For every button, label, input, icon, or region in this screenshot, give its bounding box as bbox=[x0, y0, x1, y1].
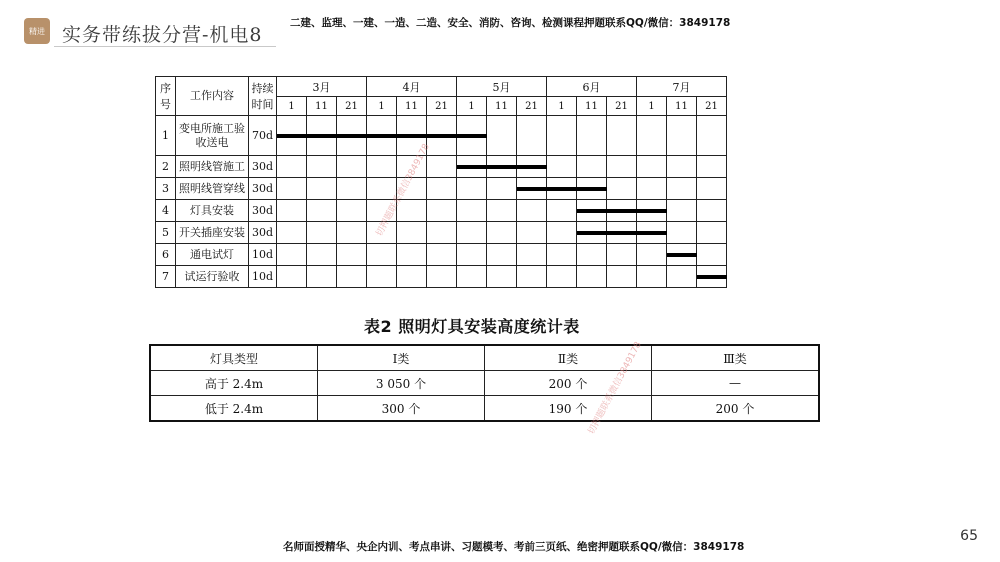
timeline-cell bbox=[427, 222, 457, 244]
task-name: 试运行验收 bbox=[176, 266, 249, 288]
header-day: 1 bbox=[367, 97, 397, 116]
timeline-cell bbox=[547, 200, 577, 222]
timeline-cell bbox=[607, 222, 637, 244]
task-name: 开关插座安装 bbox=[176, 222, 249, 244]
top-banner: 二建、监理、一建、一造、二造、安全、消防、咨询、检测课程押题联系QQ/微信：3849178 bbox=[290, 17, 731, 29]
timeline-cell bbox=[457, 222, 487, 244]
header-month: 5月 bbox=[457, 77, 547, 97]
timeline-cell bbox=[337, 200, 367, 222]
page-title: 实务带练拔分营-机电8 bbox=[62, 24, 263, 46]
header-day: 21 bbox=[517, 97, 547, 116]
table-cell: — bbox=[652, 371, 820, 396]
task-duration: 10d bbox=[249, 244, 277, 266]
timeline-cell bbox=[427, 156, 457, 178]
header-duration: 持续时间 bbox=[249, 77, 277, 116]
timeline-cell bbox=[577, 244, 607, 266]
timeline-cell bbox=[277, 116, 307, 156]
timeline-cell bbox=[637, 178, 667, 200]
timeline-cell bbox=[337, 178, 367, 200]
table-cell: 200 个 bbox=[652, 396, 820, 422]
timeline-cell bbox=[277, 222, 307, 244]
header-day: 11 bbox=[667, 97, 697, 116]
task-name: 灯具安装 bbox=[176, 200, 249, 222]
timeline-cell bbox=[397, 178, 427, 200]
timeline-cell bbox=[367, 222, 397, 244]
timeline-cell bbox=[667, 244, 697, 266]
timeline-cell bbox=[457, 266, 487, 288]
header-day: 1 bbox=[277, 97, 307, 116]
timeline-cell bbox=[277, 156, 307, 178]
table-row bbox=[156, 222, 727, 244]
timeline-cell bbox=[367, 116, 397, 156]
timeline-cell bbox=[607, 116, 637, 156]
timeline-cell bbox=[397, 156, 427, 178]
timeline-cell bbox=[697, 266, 727, 288]
table2-title: 表2 照明灯具安装高度统计表 bbox=[364, 317, 580, 336]
timeline-cell bbox=[517, 156, 547, 178]
timeline-cell bbox=[307, 116, 337, 156]
timeline-cell bbox=[367, 200, 397, 222]
timeline-cell bbox=[517, 266, 547, 288]
timeline-cell bbox=[397, 116, 427, 156]
header-day: 1 bbox=[547, 97, 577, 116]
header-seq: 序号 bbox=[156, 77, 176, 116]
table-row bbox=[156, 116, 727, 156]
table-cell: 300 个 bbox=[318, 396, 485, 422]
timeline-cell bbox=[667, 266, 697, 288]
task-seq: 1 bbox=[156, 116, 176, 156]
table-header-cell: Ⅰ类 bbox=[318, 345, 485, 371]
timeline-cell bbox=[277, 244, 307, 266]
gantt-table bbox=[155, 76, 727, 288]
timeline-cell bbox=[487, 116, 517, 156]
timeline-cell bbox=[697, 244, 727, 266]
timeline-cell bbox=[367, 266, 397, 288]
timeline-cell bbox=[307, 222, 337, 244]
timeline-cell bbox=[697, 178, 727, 200]
watermark-text: 切押题联系微信3849178 bbox=[374, 142, 432, 239]
timeline-cell bbox=[277, 178, 307, 200]
page-number: 65 bbox=[960, 528, 978, 544]
timeline-cell bbox=[607, 178, 637, 200]
task-seq: 7 bbox=[156, 266, 176, 288]
header-day: 11 bbox=[307, 97, 337, 116]
timeline-cell bbox=[607, 156, 637, 178]
timeline-cell bbox=[367, 156, 397, 178]
header-day: 11 bbox=[397, 97, 427, 116]
table-row bbox=[156, 156, 727, 178]
timeline-cell bbox=[487, 200, 517, 222]
timeline-cell bbox=[697, 156, 727, 178]
timeline-cell bbox=[667, 222, 697, 244]
timeline-cell bbox=[397, 222, 427, 244]
table-cell: 高于 2.4m bbox=[150, 371, 318, 396]
timeline-cell bbox=[337, 222, 367, 244]
table-row bbox=[156, 266, 727, 288]
logo-text: 精进 bbox=[29, 26, 45, 36]
timeline-cell bbox=[487, 266, 517, 288]
timeline-cell bbox=[457, 116, 487, 156]
timeline-cell bbox=[487, 156, 517, 178]
timeline-cell bbox=[637, 116, 667, 156]
timeline-cell bbox=[487, 222, 517, 244]
timeline-cell bbox=[487, 178, 517, 200]
title-underline bbox=[54, 46, 276, 47]
timeline-cell bbox=[337, 244, 367, 266]
task-seq: 5 bbox=[156, 222, 176, 244]
timeline-cell bbox=[697, 116, 727, 156]
table-header-cell: Ⅱ类 bbox=[485, 345, 652, 371]
table-row bbox=[150, 396, 819, 422]
timeline-cell bbox=[637, 200, 667, 222]
timeline-cell bbox=[667, 178, 697, 200]
header-day: 21 bbox=[607, 97, 637, 116]
timeline-cell bbox=[517, 244, 547, 266]
timeline-cell bbox=[577, 200, 607, 222]
table-header-cell: 灯具类型 bbox=[150, 345, 318, 371]
header-day: 21 bbox=[427, 97, 457, 116]
task-name: 照明线管施工 bbox=[176, 156, 249, 178]
header-day: 1 bbox=[457, 97, 487, 116]
header-day: 1 bbox=[637, 97, 667, 116]
timeline-cell bbox=[337, 156, 367, 178]
timeline-cell bbox=[547, 222, 577, 244]
header-month: 4月 bbox=[367, 77, 457, 97]
timeline-cell bbox=[637, 266, 667, 288]
timeline-cell bbox=[697, 222, 727, 244]
timeline-cell bbox=[487, 244, 517, 266]
table-cell: 低于 2.4m bbox=[150, 396, 318, 422]
timeline-cell bbox=[577, 178, 607, 200]
timeline-cell bbox=[307, 200, 337, 222]
table-cell: 190 个 bbox=[485, 396, 652, 422]
task-seq: 6 bbox=[156, 244, 176, 266]
timeline-cell bbox=[607, 200, 637, 222]
timeline-cell bbox=[577, 156, 607, 178]
timeline-cell bbox=[547, 178, 577, 200]
task-seq: 3 bbox=[156, 178, 176, 200]
height-stats-table bbox=[149, 344, 820, 422]
timeline-cell bbox=[637, 244, 667, 266]
timeline-cell bbox=[577, 266, 607, 288]
task-duration: 30d bbox=[249, 156, 277, 178]
timeline-cell bbox=[637, 156, 667, 178]
table-row bbox=[156, 244, 727, 266]
header-day: 21 bbox=[697, 97, 727, 116]
task-duration: 70d bbox=[249, 116, 277, 156]
timeline-cell bbox=[307, 156, 337, 178]
bottom-banner: 名师面授精华、央企内训、考点串讲、习题模考、考前三页纸、绝密押题联系QQ/微信：3849178 bbox=[283, 541, 745, 553]
timeline-cell bbox=[367, 244, 397, 266]
task-name: 照明线管穿线 bbox=[176, 178, 249, 200]
timeline-cell bbox=[637, 222, 667, 244]
timeline-cell bbox=[307, 178, 337, 200]
timeline-cell bbox=[517, 222, 547, 244]
timeline-cell bbox=[307, 244, 337, 266]
timeline-cell bbox=[337, 266, 367, 288]
timeline-cell bbox=[667, 156, 697, 178]
table-row bbox=[150, 371, 819, 396]
timeline-cell bbox=[547, 156, 577, 178]
timeline-cell bbox=[307, 266, 337, 288]
logo bbox=[24, 18, 50, 44]
watermark-text: 切押题联系微信3849178 bbox=[586, 340, 644, 437]
task-duration: 30d bbox=[249, 178, 277, 200]
task-seq: 4 bbox=[156, 200, 176, 222]
task-duration: 30d bbox=[249, 200, 277, 222]
header-day: 21 bbox=[337, 97, 367, 116]
timeline-cell bbox=[397, 244, 427, 266]
timeline-cell bbox=[337, 116, 367, 156]
header-day: 11 bbox=[487, 97, 517, 116]
header-month: 6月 bbox=[547, 77, 637, 97]
timeline-cell bbox=[577, 116, 607, 156]
timeline-cell bbox=[457, 178, 487, 200]
timeline-cell bbox=[697, 200, 727, 222]
timeline-cell bbox=[547, 116, 577, 156]
timeline-cell bbox=[667, 200, 697, 222]
timeline-cell bbox=[457, 156, 487, 178]
table-header-cell: Ⅲ类 bbox=[652, 345, 820, 371]
table-cell: 3 050 个 bbox=[318, 371, 485, 396]
timeline-cell bbox=[367, 178, 397, 200]
timeline-cell bbox=[427, 244, 457, 266]
timeline-cell bbox=[517, 116, 547, 156]
timeline-cell bbox=[457, 244, 487, 266]
header-month: 3月 bbox=[277, 77, 367, 97]
timeline-cell bbox=[517, 200, 547, 222]
header-month: 7月 bbox=[637, 77, 727, 97]
timeline-cell bbox=[277, 266, 307, 288]
timeline-cell bbox=[607, 244, 637, 266]
task-duration: 30d bbox=[249, 222, 277, 244]
timeline-cell bbox=[667, 116, 697, 156]
timeline-cell bbox=[427, 178, 457, 200]
table-row bbox=[156, 200, 727, 222]
table-row bbox=[156, 178, 727, 200]
timeline-cell bbox=[547, 266, 577, 288]
timeline-cell bbox=[427, 266, 457, 288]
task-name: 通电试灯 bbox=[176, 244, 249, 266]
timeline-cell bbox=[427, 116, 457, 156]
table-cell: 200 个 bbox=[485, 371, 652, 396]
timeline-cell bbox=[457, 200, 487, 222]
header-task: 工作内容 bbox=[176, 77, 249, 116]
timeline-cell bbox=[277, 200, 307, 222]
timeline-cell bbox=[517, 178, 547, 200]
timeline-cell bbox=[427, 200, 457, 222]
task-name: 变电所施工验收送电 bbox=[176, 116, 249, 156]
timeline-cell bbox=[397, 200, 427, 222]
timeline-cell bbox=[397, 266, 427, 288]
task-duration: 10d bbox=[249, 266, 277, 288]
task-seq: 2 bbox=[156, 156, 176, 178]
timeline-cell bbox=[547, 244, 577, 266]
timeline-cell bbox=[577, 222, 607, 244]
header-day: 11 bbox=[577, 97, 607, 116]
table-header-row bbox=[150, 345, 819, 371]
timeline-cell bbox=[607, 266, 637, 288]
